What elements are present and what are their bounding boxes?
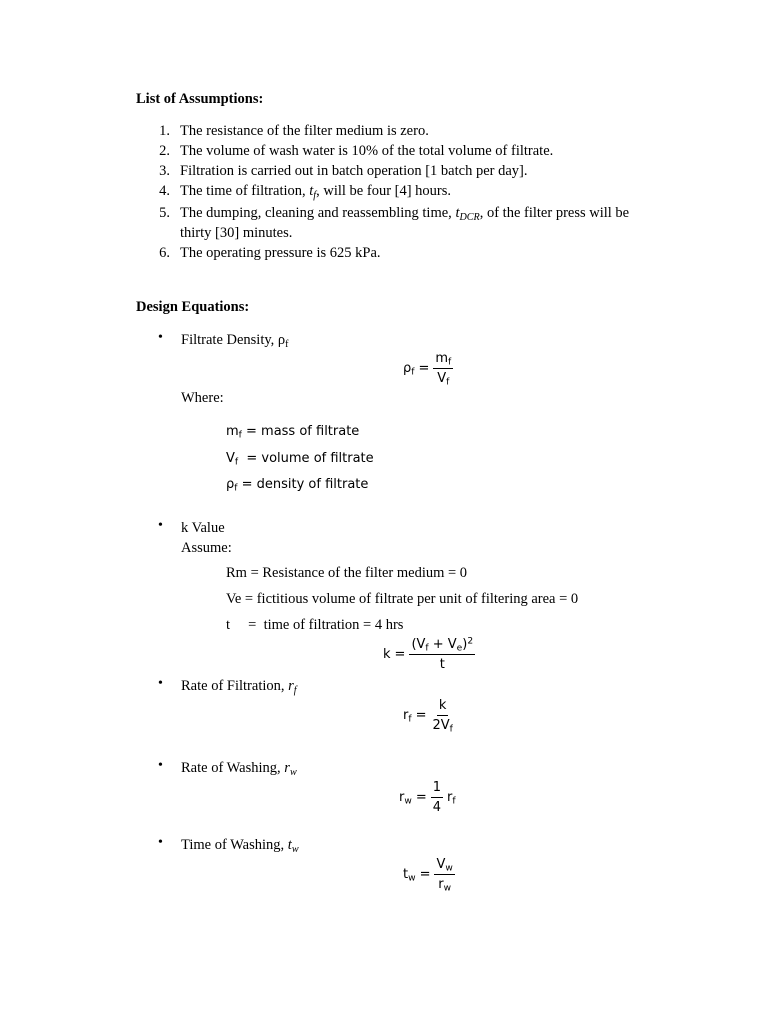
density-equation: $\rho_f$ = $\frac{m_f}{V_f}$ (403, 351, 452, 388)
assume-line-rm: Rm = Resistance of the filter medium = 0 (226, 565, 468, 581)
bullet-icon: • (158, 758, 163, 773)
assume-line-t: t = time of filtration = 4 hrs (226, 617, 404, 633)
definition-density: $\rho_f$ = density of filtrate (226, 477, 369, 494)
assumptions-heading: List of Assumptions: (136, 91, 264, 107)
time-washing-label: Time of Washing, $t_w$ (181, 837, 299, 856)
definition-volume: $V_f$ = volume of filtrate (226, 451, 374, 468)
bullet-icon: • (158, 835, 163, 850)
k-equation: k = $\frac{(V_f + V_e)^2}{t}$ (383, 636, 474, 672)
where-label: Where: (181, 390, 224, 406)
bullet-icon: • (158, 518, 163, 533)
bullet-icon: • (158, 676, 163, 691)
design-heading: Design Equations: (136, 299, 250, 315)
time-washing-equation: $t_w$ = $\frac{V_w}{r_w}$ (403, 857, 453, 894)
rate-washing-equation: $r_w$ = $\frac{1}{4}$ $r_f$ (399, 780, 456, 815)
rate-washing-label: Rate of Washing, $r_w$ (181, 760, 297, 779)
assume-label: Assume: (181, 540, 232, 556)
rate-filtration-equation: $r_f$ = $\frac{k}{2V_f}$ (403, 698, 453, 735)
bullet-icon: • (158, 330, 163, 345)
definition-mass: $m_f$ = mass of filtrate (226, 424, 360, 441)
k-value-label: k Value (181, 520, 225, 536)
assume-line-ve: Ve = fictitious volume of filtrate per unit of filtering area = 0 (226, 591, 579, 607)
density-label: Filtrate Density, $\rho_f$ (181, 332, 289, 351)
rate-filtration-label: Rate of Filtration, $r_f$ (181, 678, 297, 697)
